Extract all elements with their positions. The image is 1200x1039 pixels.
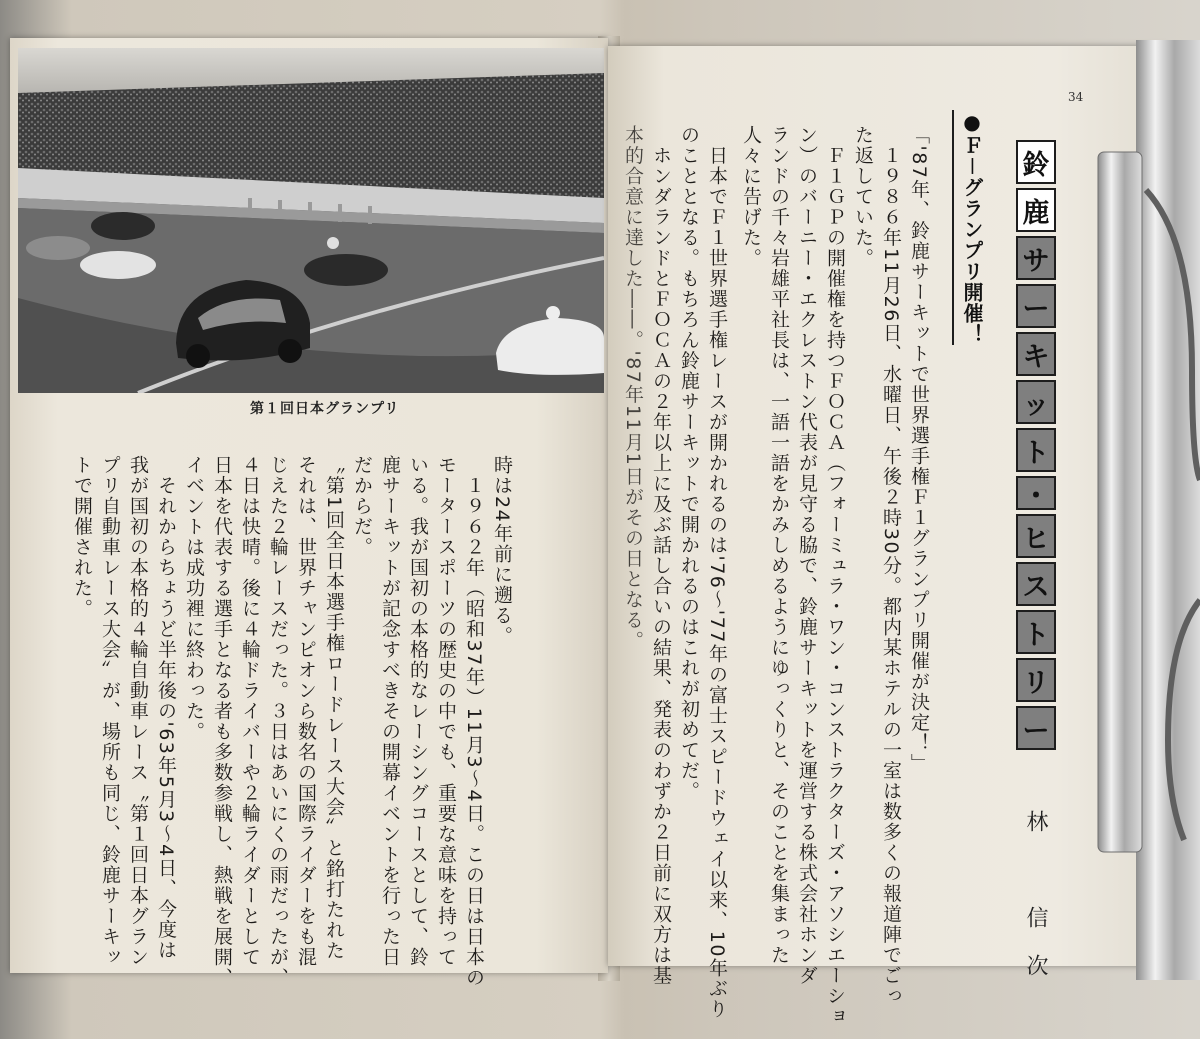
author-name: 林 信次 (1023, 810, 1048, 1002)
binder-clip-icon (1096, 40, 1200, 980)
left-text-column: それは、世界チャンピオンら数名の国際ライダーをも混 (295, 455, 317, 968)
title-char: ト (1016, 610, 1056, 654)
left-text-column: イベントは成功裡に終わった。 (183, 455, 205, 742)
title-char: 鈴 (1016, 140, 1056, 184)
left-text-column: ４日は快晴。後に４輪ドライバーや２輪ライダーとして (239, 455, 261, 968)
title-char: ー (1016, 284, 1056, 328)
left-text-column: モータースポーツの歴史の中でも、重要な意味を持って (435, 455, 457, 968)
title-char: サ (1016, 236, 1056, 280)
left-text-column: 日本を代表する選手となる者も多数参戦し、熱戦を展開、 (211, 455, 233, 988)
right-text-column: 人々に告げた。 (740, 125, 762, 269)
right-text-column: １９８６年11月26日、水曜日、午後２時30分。都内某ホテルの一室は数多くの報道陣でごっ (880, 125, 902, 1007)
section-subheading: ●Ｆ－グランプリ開催！ (952, 110, 987, 345)
left-text-column: 〝第1回全日本選手権ロードレース大会〟と銘打たれた (323, 455, 345, 961)
race-photo-illustration (18, 48, 604, 393)
title-char: 鹿 (1016, 188, 1056, 232)
title-char: ト (1016, 428, 1056, 472)
title-char: ッ (1016, 380, 1056, 424)
chapter-title (1016, 140, 1056, 750)
title-char: リ (1016, 658, 1056, 702)
photo-caption: 第１回日本グランプリ (250, 401, 400, 417)
binder-clip (1096, 40, 1200, 980)
title-char: ス (1016, 562, 1056, 606)
left-text-column: 鹿サーキットが記念すべきその開幕イベントを行った日 (379, 455, 401, 968)
right-text-column: 「'87年、鈴鹿サーキットで世界選手権Ｆ１グランプリ開催が決定！」 (908, 125, 930, 774)
title-char: ・ (1016, 476, 1056, 510)
right-text-column: ランドの千々岩雄平社長は、一語一語をかみしめるようにゆっくりと、そのことを集まった (768, 125, 790, 966)
page-number: 34 (1068, 90, 1084, 104)
race-photograph (18, 48, 604, 393)
title-char: ヒ (1016, 514, 1056, 558)
left-text-column: だからだ。 (351, 455, 373, 558)
left-text-column: じえた２輪レースだった。３日はあいにくの雨だったが、 (267, 455, 289, 988)
right-text-column: ホンダランドとＦＯＣＡの２年以上に及ぶ話し合いの結果、発表のわずか２日前に双方は基 (650, 125, 672, 986)
left-text-column: プリ自動車レース大会〟が、場所も同じ、鈴鹿サーキッ (99, 455, 121, 968)
left-text-column: いる。我が国初の本格的なレーシングコースとして、鈴 (407, 455, 429, 968)
left-text-column: それからちょうど半年後の'63年5月3～4日、今度は (155, 455, 177, 961)
left-text-column: 時は24年前に遡る。 (491, 455, 513, 647)
right-text-column: 日本でＦ１世界選手権レースが開かれるのは'76～'77年の富士スピードウェイ以来、10年ぶり (706, 125, 728, 1020)
right-text-column: のこととなる。もちろん鈴鹿サーキットで開かれるのはこれが初めてだ。 (678, 125, 700, 802)
right-text-column: た返していた。 (852, 125, 874, 269)
right-text-column: ン）のバーニー・エクレストン代表が見守る脇で、鈴鹿サーキットを運営する株式会社ホンダ (796, 125, 818, 986)
left-text-column: トで開催された。 (71, 455, 93, 619)
title-char: キ (1016, 332, 1056, 376)
title-char: ー (1016, 706, 1056, 750)
right-text-column: 本的合意に達した――。'87年11月1日がその日となる。 (622, 125, 644, 651)
right-text-column: Ｆ１ＧＰの開催権を持つＦＯＣＡ（フォーミュラ・ワン・コンストラクターズ・アソシエーショ (824, 125, 846, 1027)
left-text-column: 我が国初の本格的４輪自動車レース〝第１回日本グラン (127, 455, 149, 968)
left-text-column: １９６２年（昭和37年）11月3～4日。この日は日本の (463, 455, 485, 988)
